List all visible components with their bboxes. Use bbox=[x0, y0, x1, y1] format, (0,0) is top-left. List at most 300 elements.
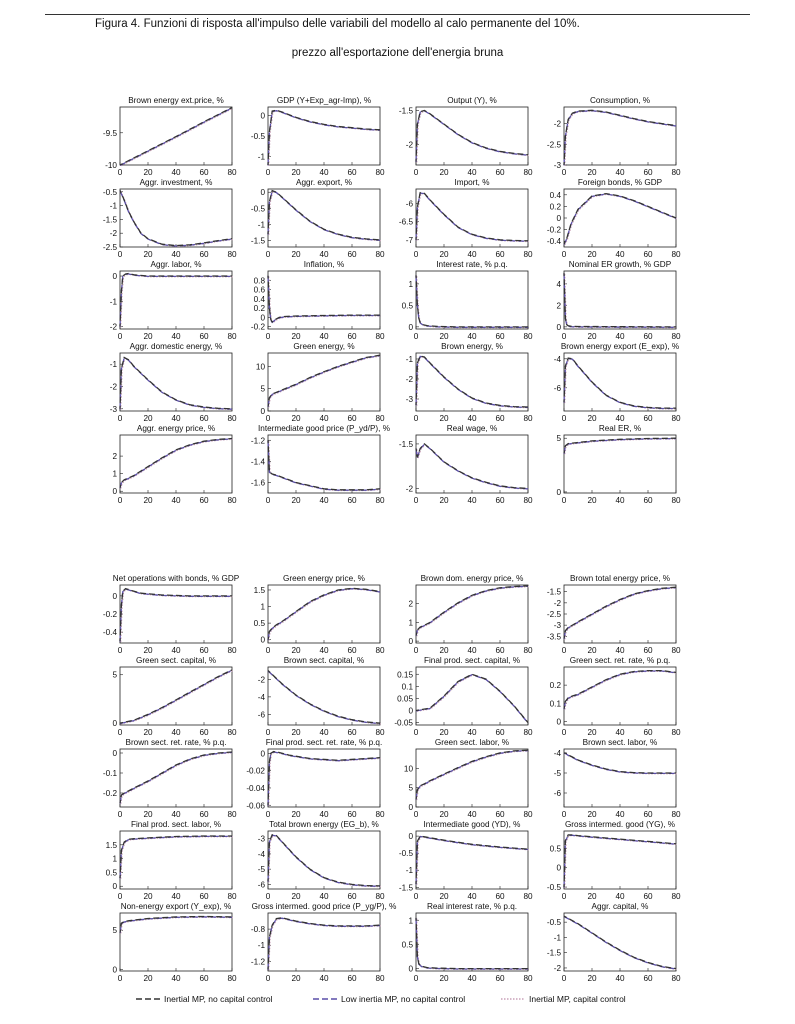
series-line-capital-control bbox=[269, 671, 381, 724]
chart-title: Intermediate good price (P_yd/P), % bbox=[258, 424, 390, 433]
series-line-capital-control bbox=[269, 191, 381, 240]
y-tick-label: -1 bbox=[109, 360, 117, 370]
x-tick-label: 80 bbox=[227, 332, 237, 341]
x-tick-label: 40 bbox=[615, 728, 625, 737]
plot-frame bbox=[416, 913, 528, 971]
x-tick-label: 20 bbox=[291, 414, 301, 423]
x-tick-label: 20 bbox=[439, 728, 449, 737]
series-line-low-inertia bbox=[268, 441, 380, 491]
y-tick-label: -6 bbox=[257, 880, 265, 890]
y-tick-label: -0.5 bbox=[546, 918, 561, 928]
y-tick-label: -1 bbox=[257, 220, 265, 230]
chart-panel bbox=[230, 257, 384, 343]
y-tick-label: -0.2 bbox=[102, 610, 117, 619]
x-tick-label: 20 bbox=[143, 892, 153, 901]
y-tick-label: -5 bbox=[553, 769, 561, 778]
chart-panel bbox=[526, 817, 680, 903]
chart-title: Gross intermed. good (YG), % bbox=[564, 820, 676, 829]
x-tick-label: 80 bbox=[671, 892, 681, 901]
series-line-low-inertia bbox=[564, 111, 676, 166]
series-line-capital-control bbox=[417, 357, 529, 408]
chart-title: Import, % bbox=[454, 178, 490, 187]
series-line-inertial bbox=[564, 194, 676, 245]
x-tick-label: 0 bbox=[265, 496, 271, 505]
x-tick-label: 80 bbox=[671, 414, 681, 423]
x-tick-label: 60 bbox=[199, 250, 209, 259]
plot-frame bbox=[416, 831, 528, 889]
x-tick-label: 0 bbox=[561, 332, 567, 341]
x-tick-label: 60 bbox=[199, 810, 209, 819]
series-line-low-inertia bbox=[120, 274, 232, 327]
y-tick-label: 0 bbox=[556, 322, 561, 332]
y-tick-label: -2.5 bbox=[546, 610, 561, 619]
y-tick-label: -3 bbox=[553, 621, 561, 631]
chart-title: Green sect. capital, % bbox=[135, 656, 217, 665]
chart-panel bbox=[378, 571, 532, 657]
x-tick-label: 20 bbox=[439, 414, 449, 423]
y-tick-label: 1.5 bbox=[253, 585, 265, 595]
plot-frame bbox=[268, 353, 380, 411]
x-tick-label: 60 bbox=[643, 646, 653, 655]
series-line-low-inertia bbox=[416, 356, 528, 407]
x-tick-label: 40 bbox=[319, 728, 329, 737]
x-tick-label: 0 bbox=[561, 168, 567, 177]
x-tick-label: 40 bbox=[615, 168, 625, 177]
chart-title: Aggr. energy price, % bbox=[136, 424, 216, 433]
x-tick-label: 80 bbox=[227, 728, 237, 737]
y-tick-label: 0.6 bbox=[253, 285, 265, 295]
x-tick-label: 40 bbox=[319, 414, 329, 423]
chart-title: Green sect. ret. rate, % p.q. bbox=[569, 656, 671, 665]
x-tick-label: 40 bbox=[171, 250, 181, 259]
x-tick-label: 20 bbox=[143, 168, 153, 177]
legend-swatch-capital-control bbox=[500, 996, 526, 1002]
x-tick-label: 0 bbox=[561, 496, 567, 505]
y-tick-label: 0 bbox=[556, 863, 561, 873]
y-tick-label: -2.5 bbox=[102, 243, 117, 252]
y-tick-label: 5 bbox=[112, 926, 117, 936]
x-tick-label: 80 bbox=[375, 728, 385, 737]
y-tick-label: -0.06 bbox=[246, 801, 265, 811]
x-tick-label: 0 bbox=[413, 810, 419, 819]
y-tick-label: -1.5 bbox=[546, 587, 561, 597]
y-tick-label: -6 bbox=[257, 710, 265, 720]
chart-panel bbox=[378, 653, 532, 739]
x-tick-label: 60 bbox=[643, 332, 653, 341]
y-tick-label: -0.05 bbox=[394, 718, 413, 728]
x-tick-label: 80 bbox=[227, 892, 237, 901]
y-tick-label: 0.5 bbox=[401, 940, 413, 950]
y-tick-label: 1 bbox=[260, 602, 265, 612]
x-tick-label: 0 bbox=[413, 496, 419, 505]
plot-frame bbox=[416, 189, 528, 247]
chart-panel bbox=[230, 93, 384, 179]
y-tick-label: -1 bbox=[109, 201, 117, 211]
series-line-inertial bbox=[416, 356, 528, 407]
x-tick-label: 0 bbox=[413, 168, 419, 177]
y-tick-label: 0 bbox=[408, 706, 413, 716]
y-tick-label: 0 bbox=[260, 188, 265, 198]
chart-panel bbox=[378, 817, 532, 903]
series-line-inertial bbox=[120, 836, 232, 878]
plot-frame bbox=[120, 667, 232, 725]
x-tick-label: 40 bbox=[171, 332, 181, 341]
y-tick-label: -2 bbox=[553, 963, 561, 973]
chart-title: Green energy price, % bbox=[283, 574, 365, 583]
x-tick-label: 0 bbox=[265, 646, 271, 655]
x-tick-label: 80 bbox=[671, 974, 681, 983]
x-tick-label: 20 bbox=[439, 646, 449, 655]
x-tick-label: 60 bbox=[199, 332, 209, 341]
x-tick-label: 0 bbox=[265, 414, 271, 423]
x-tick-label: 60 bbox=[199, 728, 209, 737]
plot-frame bbox=[268, 435, 380, 493]
series-line-low-inertia bbox=[564, 917, 676, 970]
plot-frame bbox=[564, 913, 676, 971]
chart-panel bbox=[230, 653, 384, 739]
x-tick-label: 60 bbox=[347, 168, 357, 177]
y-tick-label: 0 bbox=[112, 882, 117, 892]
series-line-inertial bbox=[564, 587, 676, 638]
y-tick-label: 5 bbox=[260, 384, 265, 394]
legend-label: Inertial MP, capital control bbox=[529, 994, 626, 1004]
series-line-low-inertia bbox=[416, 751, 528, 800]
plot-frame bbox=[268, 107, 380, 165]
x-tick-label: 80 bbox=[375, 414, 385, 423]
x-tick-label: 40 bbox=[319, 496, 329, 505]
x-tick-label: 40 bbox=[467, 496, 477, 505]
chart-title: Real wage, % bbox=[446, 424, 498, 433]
x-tick-label: 60 bbox=[199, 974, 209, 983]
x-tick-label: 60 bbox=[347, 810, 357, 819]
plot-frame bbox=[564, 271, 676, 329]
chart-title: Foreign bonds, % GDP bbox=[577, 178, 663, 187]
chart-panel bbox=[526, 421, 680, 507]
chart-panel bbox=[378, 339, 532, 425]
legend-label: Low inertia MP, no capital control bbox=[341, 994, 466, 1004]
chart-panel bbox=[378, 93, 532, 179]
series-line-capital-control bbox=[565, 111, 677, 166]
series-line-capital-control bbox=[269, 836, 381, 887]
x-tick-label: 60 bbox=[347, 414, 357, 423]
series-line-low-inertia bbox=[416, 918, 528, 969]
chart-panel bbox=[526, 339, 680, 425]
plot-frame bbox=[564, 435, 676, 493]
y-tick-label: 0 bbox=[408, 637, 413, 647]
chart-panel bbox=[82, 817, 236, 903]
x-tick-label: 0 bbox=[413, 250, 419, 259]
series-line-inertial bbox=[120, 670, 232, 723]
plot-frame bbox=[120, 913, 232, 971]
series-line-low-inertia bbox=[564, 588, 676, 639]
x-tick-label: 60 bbox=[495, 728, 505, 737]
y-tick-label: -0.2 bbox=[250, 322, 265, 332]
x-tick-label: 0 bbox=[561, 250, 567, 259]
y-tick-label: -6 bbox=[553, 383, 561, 393]
series-line-inertial bbox=[564, 358, 676, 408]
chart-title: GDP (Y+Exp_agr-Imp), % bbox=[276, 96, 372, 105]
series-line-inertial bbox=[564, 835, 676, 887]
x-tick-label: 40 bbox=[319, 168, 329, 177]
x-tick-label: 80 bbox=[523, 414, 533, 423]
chart-title: Real interest rate, % p.q. bbox=[426, 902, 518, 911]
y-tick-label: -3 bbox=[405, 395, 413, 404]
y-tick-label: -1.5 bbox=[398, 439, 413, 449]
y-tick-label: 5 bbox=[556, 434, 561, 444]
plot-frame bbox=[268, 831, 380, 889]
y-tick-label: -2 bbox=[109, 229, 117, 239]
series-line-inertial bbox=[120, 439, 232, 488]
chart-title: Brown energy, % bbox=[441, 342, 503, 351]
series-line-capital-control bbox=[565, 194, 677, 245]
y-tick-label: 1 bbox=[112, 854, 117, 864]
y-tick-label: 0.05 bbox=[397, 694, 413, 704]
series-line-inertial bbox=[564, 110, 676, 165]
y-tick-label: 5 bbox=[408, 783, 413, 793]
chart-title: Final prod. sect. ret. rate, % p.q. bbox=[265, 738, 383, 747]
series-line-capital-control bbox=[565, 274, 677, 328]
x-tick-label: 80 bbox=[375, 974, 385, 983]
chart-title: Gross intermed. good price (P_yg/P), % bbox=[251, 902, 397, 911]
series-line-low-inertia bbox=[120, 439, 232, 488]
x-tick-label: 0 bbox=[265, 332, 271, 341]
series-line-inertial bbox=[416, 750, 528, 799]
y-tick-label: -0.04 bbox=[246, 783, 265, 793]
x-tick-label: 40 bbox=[171, 974, 181, 983]
x-tick-label: 0 bbox=[561, 646, 567, 655]
y-tick-label: -1.5 bbox=[250, 236, 265, 246]
y-tick-label: 0.2 bbox=[549, 202, 561, 212]
x-tick-label: 60 bbox=[643, 974, 653, 983]
y-tick-label: -1.5 bbox=[398, 106, 413, 116]
chart-title: Green energy, % bbox=[293, 342, 355, 351]
series-line-capital-control bbox=[121, 589, 233, 642]
x-tick-label: 20 bbox=[587, 974, 597, 983]
series-line-low-inertia bbox=[564, 835, 676, 887]
series-line-low-inertia bbox=[416, 111, 528, 162]
chart-title: Aggr. labor, % bbox=[150, 260, 202, 269]
y-tick-label: -1.5 bbox=[546, 948, 561, 958]
x-tick-label: 20 bbox=[291, 250, 301, 259]
series-line-low-inertia bbox=[564, 753, 676, 773]
x-tick-label: 80 bbox=[227, 168, 237, 177]
y-tick-label: 0.5 bbox=[253, 619, 265, 629]
x-tick-label: 20 bbox=[143, 646, 153, 655]
y-tick-label: 0 bbox=[556, 487, 561, 497]
x-tick-label: 20 bbox=[587, 250, 597, 259]
y-tick-label: 1 bbox=[408, 279, 413, 289]
chart-title: Inflation, % bbox=[303, 260, 345, 269]
chart-panel bbox=[526, 735, 680, 821]
x-tick-label: 80 bbox=[523, 332, 533, 341]
y-tick-label: -3 bbox=[553, 161, 561, 170]
chart-panel bbox=[82, 339, 236, 425]
x-tick-label: 60 bbox=[495, 414, 505, 423]
x-tick-label: 40 bbox=[319, 646, 329, 655]
y-tick-label: 0 bbox=[556, 717, 561, 727]
series-line-low-inertia bbox=[564, 671, 676, 709]
x-tick-label: 60 bbox=[199, 892, 209, 901]
y-tick-label: 1.5 bbox=[105, 840, 117, 850]
series-line-low-inertia bbox=[120, 191, 232, 246]
x-tick-label: 60 bbox=[347, 646, 357, 655]
figure-subtitle: prezzo all'esportazione dell'energia bruna bbox=[291, 47, 504, 59]
y-tick-label: 0.5 bbox=[549, 844, 561, 854]
x-tick-label: 20 bbox=[143, 250, 153, 259]
x-tick-label: 60 bbox=[347, 250, 357, 259]
x-tick-label: 20 bbox=[143, 974, 153, 983]
chart-title: Brown sect. capital, % bbox=[283, 656, 365, 665]
series-line-inertial bbox=[268, 191, 380, 240]
chart-title: Intermediate good (YD), % bbox=[423, 820, 521, 829]
legend-swatch-inertial bbox=[135, 996, 161, 1002]
y-tick-label: -1 bbox=[405, 866, 413, 876]
series-line-inertial bbox=[416, 918, 528, 969]
y-tick-label: 1 bbox=[408, 618, 413, 628]
series-line-inertial bbox=[120, 589, 232, 642]
x-tick-label: 0 bbox=[265, 810, 271, 819]
x-tick-label: 20 bbox=[143, 496, 153, 505]
legend bbox=[0, 994, 795, 1008]
x-tick-label: 20 bbox=[143, 728, 153, 737]
plot-frame bbox=[416, 749, 528, 807]
figure-title: Figura 4. Funzioni di risposta all'impulso delle variabili del modello al calo permanente del 10%. bbox=[95, 18, 580, 30]
series-line-inertial bbox=[564, 671, 676, 709]
series-line-inertial bbox=[120, 752, 232, 803]
x-tick-label: 40 bbox=[467, 974, 477, 983]
plot-frame bbox=[120, 271, 232, 329]
chart-panel bbox=[82, 653, 236, 739]
series-line-inertial bbox=[416, 193, 528, 241]
y-tick-label: 0 bbox=[112, 272, 117, 282]
plot-frame bbox=[120, 353, 232, 411]
x-tick-label: 40 bbox=[319, 332, 329, 341]
chart-title: Nominal ER growth, % GDP bbox=[568, 260, 672, 269]
y-tick-label: -0.2 bbox=[546, 225, 561, 235]
y-tick-label: -0.5 bbox=[546, 883, 561, 893]
y-tick-label: 0 bbox=[408, 803, 413, 812]
x-tick-label: 20 bbox=[587, 728, 597, 737]
series-line-inertial bbox=[564, 273, 676, 327]
x-tick-label: 80 bbox=[227, 496, 237, 505]
x-tick-label: 80 bbox=[671, 168, 681, 177]
series-line-inertial bbox=[416, 275, 528, 327]
x-tick-label: 80 bbox=[671, 496, 681, 505]
series-line-capital-control bbox=[417, 111, 529, 162]
y-tick-label: -1.2 bbox=[250, 436, 265, 446]
y-tick-label: -2 bbox=[257, 675, 265, 685]
series-line-capital-control bbox=[269, 356, 381, 407]
series-line-low-inertia bbox=[564, 359, 676, 409]
series-line-capital-control bbox=[565, 917, 677, 970]
chart-panel bbox=[526, 653, 680, 739]
series-line-capital-control bbox=[565, 671, 677, 709]
x-tick-label: 60 bbox=[643, 414, 653, 423]
series-line-low-inertia bbox=[564, 194, 676, 245]
y-tick-label: -1.4 bbox=[250, 457, 265, 467]
chart-title: Green sect. labor, % bbox=[434, 738, 510, 747]
y-tick-label: 0.8 bbox=[253, 276, 265, 286]
y-tick-label: -1.5 bbox=[398, 883, 413, 893]
plot-frame bbox=[416, 667, 528, 725]
x-tick-label: 20 bbox=[439, 974, 449, 983]
x-tick-label: 20 bbox=[587, 892, 597, 901]
x-tick-label: 20 bbox=[439, 332, 449, 341]
series-line-inertial bbox=[268, 671, 380, 724]
y-tick-label: 0 bbox=[112, 591, 117, 601]
y-tick-label: -6 bbox=[405, 199, 413, 209]
y-tick-label: -1 bbox=[109, 297, 117, 307]
x-tick-label: 80 bbox=[375, 892, 385, 901]
x-tick-label: 20 bbox=[439, 168, 449, 177]
chart-title: Net operations with bonds, % GDP bbox=[112, 574, 240, 583]
y-tick-label: 0 bbox=[408, 832, 413, 842]
x-tick-label: 0 bbox=[117, 496, 123, 505]
x-tick-label: 0 bbox=[117, 332, 123, 341]
x-tick-label: 60 bbox=[199, 496, 209, 505]
legend-item bbox=[312, 994, 465, 1004]
y-tick-label: -2 bbox=[553, 119, 561, 129]
x-tick-label: 40 bbox=[615, 646, 625, 655]
x-tick-label: 40 bbox=[319, 250, 329, 259]
y-tick-label: 1 bbox=[408, 916, 413, 926]
chart-title: Final prod. sect. labor, % bbox=[130, 820, 222, 829]
series-line-low-inertia bbox=[268, 111, 380, 166]
y-tick-label: -2.5 bbox=[546, 140, 561, 150]
series-line-inertial bbox=[268, 835, 380, 886]
chart-title: Aggr. domestic energy, % bbox=[129, 342, 223, 351]
chart-panel bbox=[526, 571, 680, 657]
x-tick-label: 60 bbox=[495, 496, 505, 505]
x-tick-label: 40 bbox=[615, 332, 625, 341]
chart-title: Brown energy ext.price, % bbox=[128, 96, 224, 105]
x-tick-label: 20 bbox=[291, 168, 301, 177]
chart-title: Aggr. capital, % bbox=[591, 902, 649, 911]
x-tick-label: 80 bbox=[227, 974, 237, 983]
series-line-capital-control bbox=[565, 836, 677, 888]
x-tick-label: 20 bbox=[291, 646, 301, 655]
x-tick-label: 80 bbox=[227, 646, 237, 655]
chart-title: Brown energy export (E_exp), % bbox=[560, 342, 680, 351]
chart-panel bbox=[82, 571, 240, 657]
x-tick-label: 20 bbox=[291, 496, 301, 505]
chart-panel bbox=[230, 817, 384, 903]
y-tick-label: 0.2 bbox=[253, 304, 265, 314]
x-tick-label: 60 bbox=[495, 974, 505, 983]
x-tick-label: 20 bbox=[291, 332, 301, 341]
x-tick-label: 40 bbox=[171, 414, 181, 423]
y-tick-label: -1.2 bbox=[250, 957, 265, 967]
x-tick-label: 40 bbox=[171, 496, 181, 505]
y-tick-label: 2 bbox=[556, 301, 561, 311]
chart-panel bbox=[230, 339, 384, 425]
x-tick-label: 60 bbox=[199, 646, 209, 655]
plot-frame bbox=[120, 189, 232, 247]
x-tick-label: 80 bbox=[523, 974, 533, 983]
x-tick-label: 0 bbox=[561, 414, 567, 423]
y-tick-label: 0 bbox=[260, 313, 265, 323]
series-line-inertial bbox=[120, 917, 232, 933]
series-line-inertial bbox=[416, 586, 528, 636]
series-line-capital-control bbox=[121, 274, 233, 327]
series-line-capital-control bbox=[417, 751, 529, 800]
plot-frame bbox=[120, 749, 232, 807]
y-tick-label: -1 bbox=[405, 355, 413, 364]
y-tick-label: -4 bbox=[553, 749, 561, 758]
y-tick-label: -4 bbox=[257, 849, 265, 859]
series-line-inertial bbox=[268, 110, 380, 165]
y-tick-label: 0.5 bbox=[401, 301, 413, 311]
